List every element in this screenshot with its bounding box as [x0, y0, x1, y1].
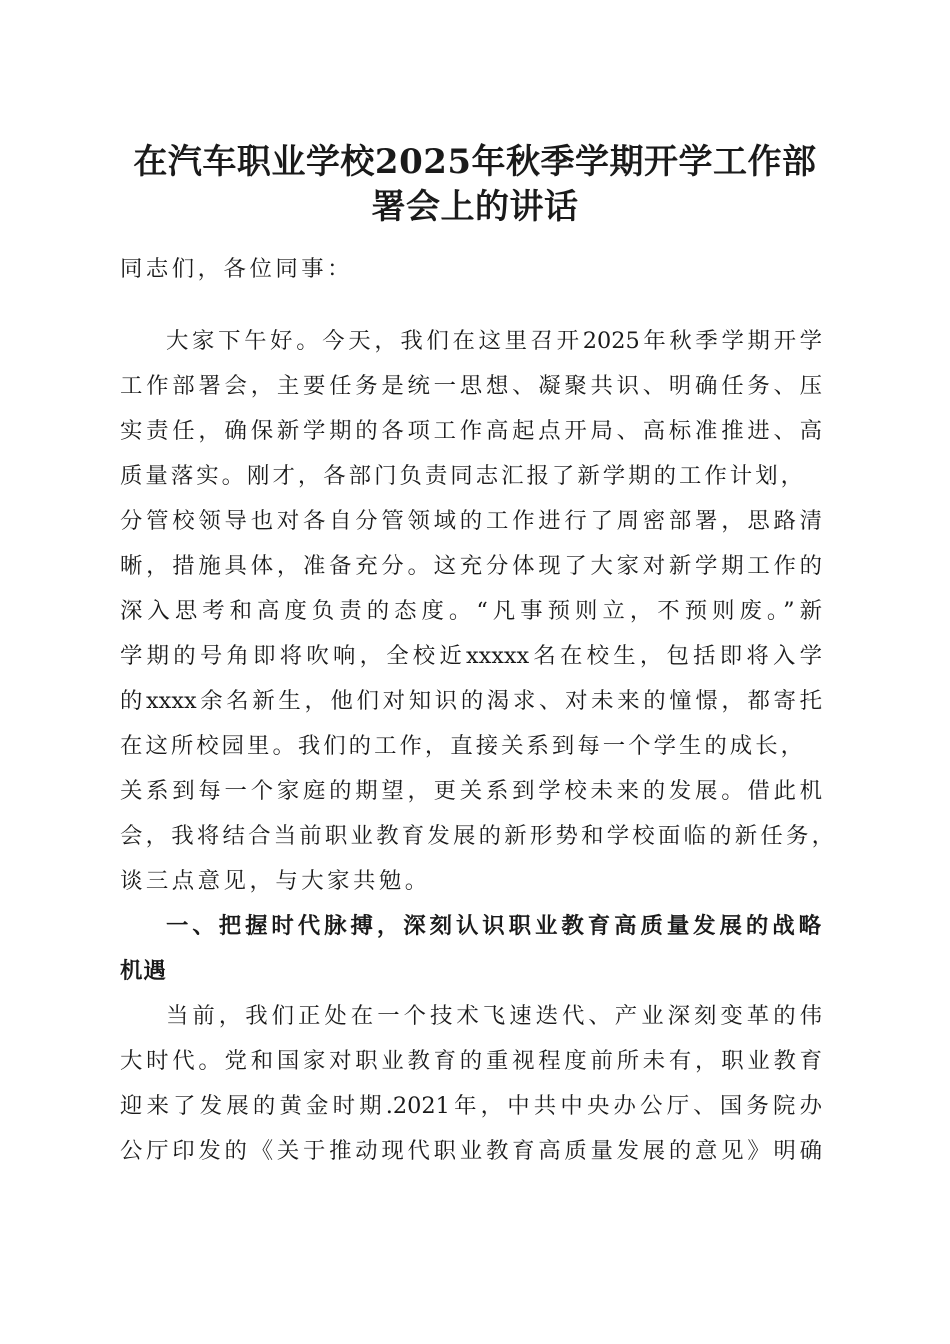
document-title-line-1: 在汽车职业学校2025年秋季学期开学工作部 [133, 142, 817, 182]
paragraph-line: 大家下午好。今天，我们在这里召开2025年秋季学期开学 [166, 328, 822, 354]
paragraph-line: 迎来了发展的黄金时期.2021年，中共中央办公厅、国务院办 [120, 1093, 822, 1119]
paragraph-line: 大时代。党和国家对职业教育的重视程度前所未有，职业教育 [120, 1048, 822, 1074]
paragraph-line: 谈三点意见，与大家共勉。 [120, 868, 431, 894]
paragraph-line: 实责任，确保新学期的各项工作高起点开局、高标准推进、高 [120, 418, 822, 444]
paragraph-line: 当前，我们正处在一个技术飞速迭代、产业深刻变革的伟 [166, 1003, 822, 1029]
section-heading-line-2: 机遇 [120, 958, 167, 984]
paragraph-line: 会，我将结合当前职业教育发展的新形势和学校面临的新任务， [120, 823, 834, 849]
document-title-line-2: 署会上的讲话 [371, 187, 579, 227]
section-heading-line-1: 一、把握时代脉搏，深刻认识职业教育高质量发展的战略 [166, 913, 822, 939]
paragraph-line: 工作部署会，主要任务是统一思想、凝聚共识、明确任务、压 [120, 373, 822, 399]
paragraph-line: 质量落实。刚才，各部门负责同志汇报了新学期的工作计划， [120, 463, 803, 489]
paragraph-line: 的xxxx余名新生，他们对知识的渴求、对未来的憧憬，都寄托 [120, 688, 822, 714]
paragraph-line: 分管校领导也对各自分管领域的工作进行了周密部署，思路清 [120, 508, 822, 534]
paragraph-line: 晰，措施具体，准备充分。这充分体现了大家对新学期工作的 [120, 553, 822, 579]
paragraph-line: 关系到每一个家庭的期望，更关系到学校未来的发展。借此机 [120, 778, 822, 804]
paragraph-line: 在这所校园里。我们的工作，直接关系到每一个学生的成长， [120, 733, 803, 759]
paragraph-line: 公厅印发的《关于推动现代职业教育高质量发展的意见》明确 [120, 1138, 822, 1164]
paragraph-line: 深入思考和高度负责的态度。“凡事预则立，不预则废。”新 [120, 598, 822, 624]
paragraph-line: 学期的号角即将吹响，全校近xxxxx名在校生，包括即将入学 [120, 643, 822, 669]
salutation: 同志们，各位同事： [120, 256, 354, 282]
